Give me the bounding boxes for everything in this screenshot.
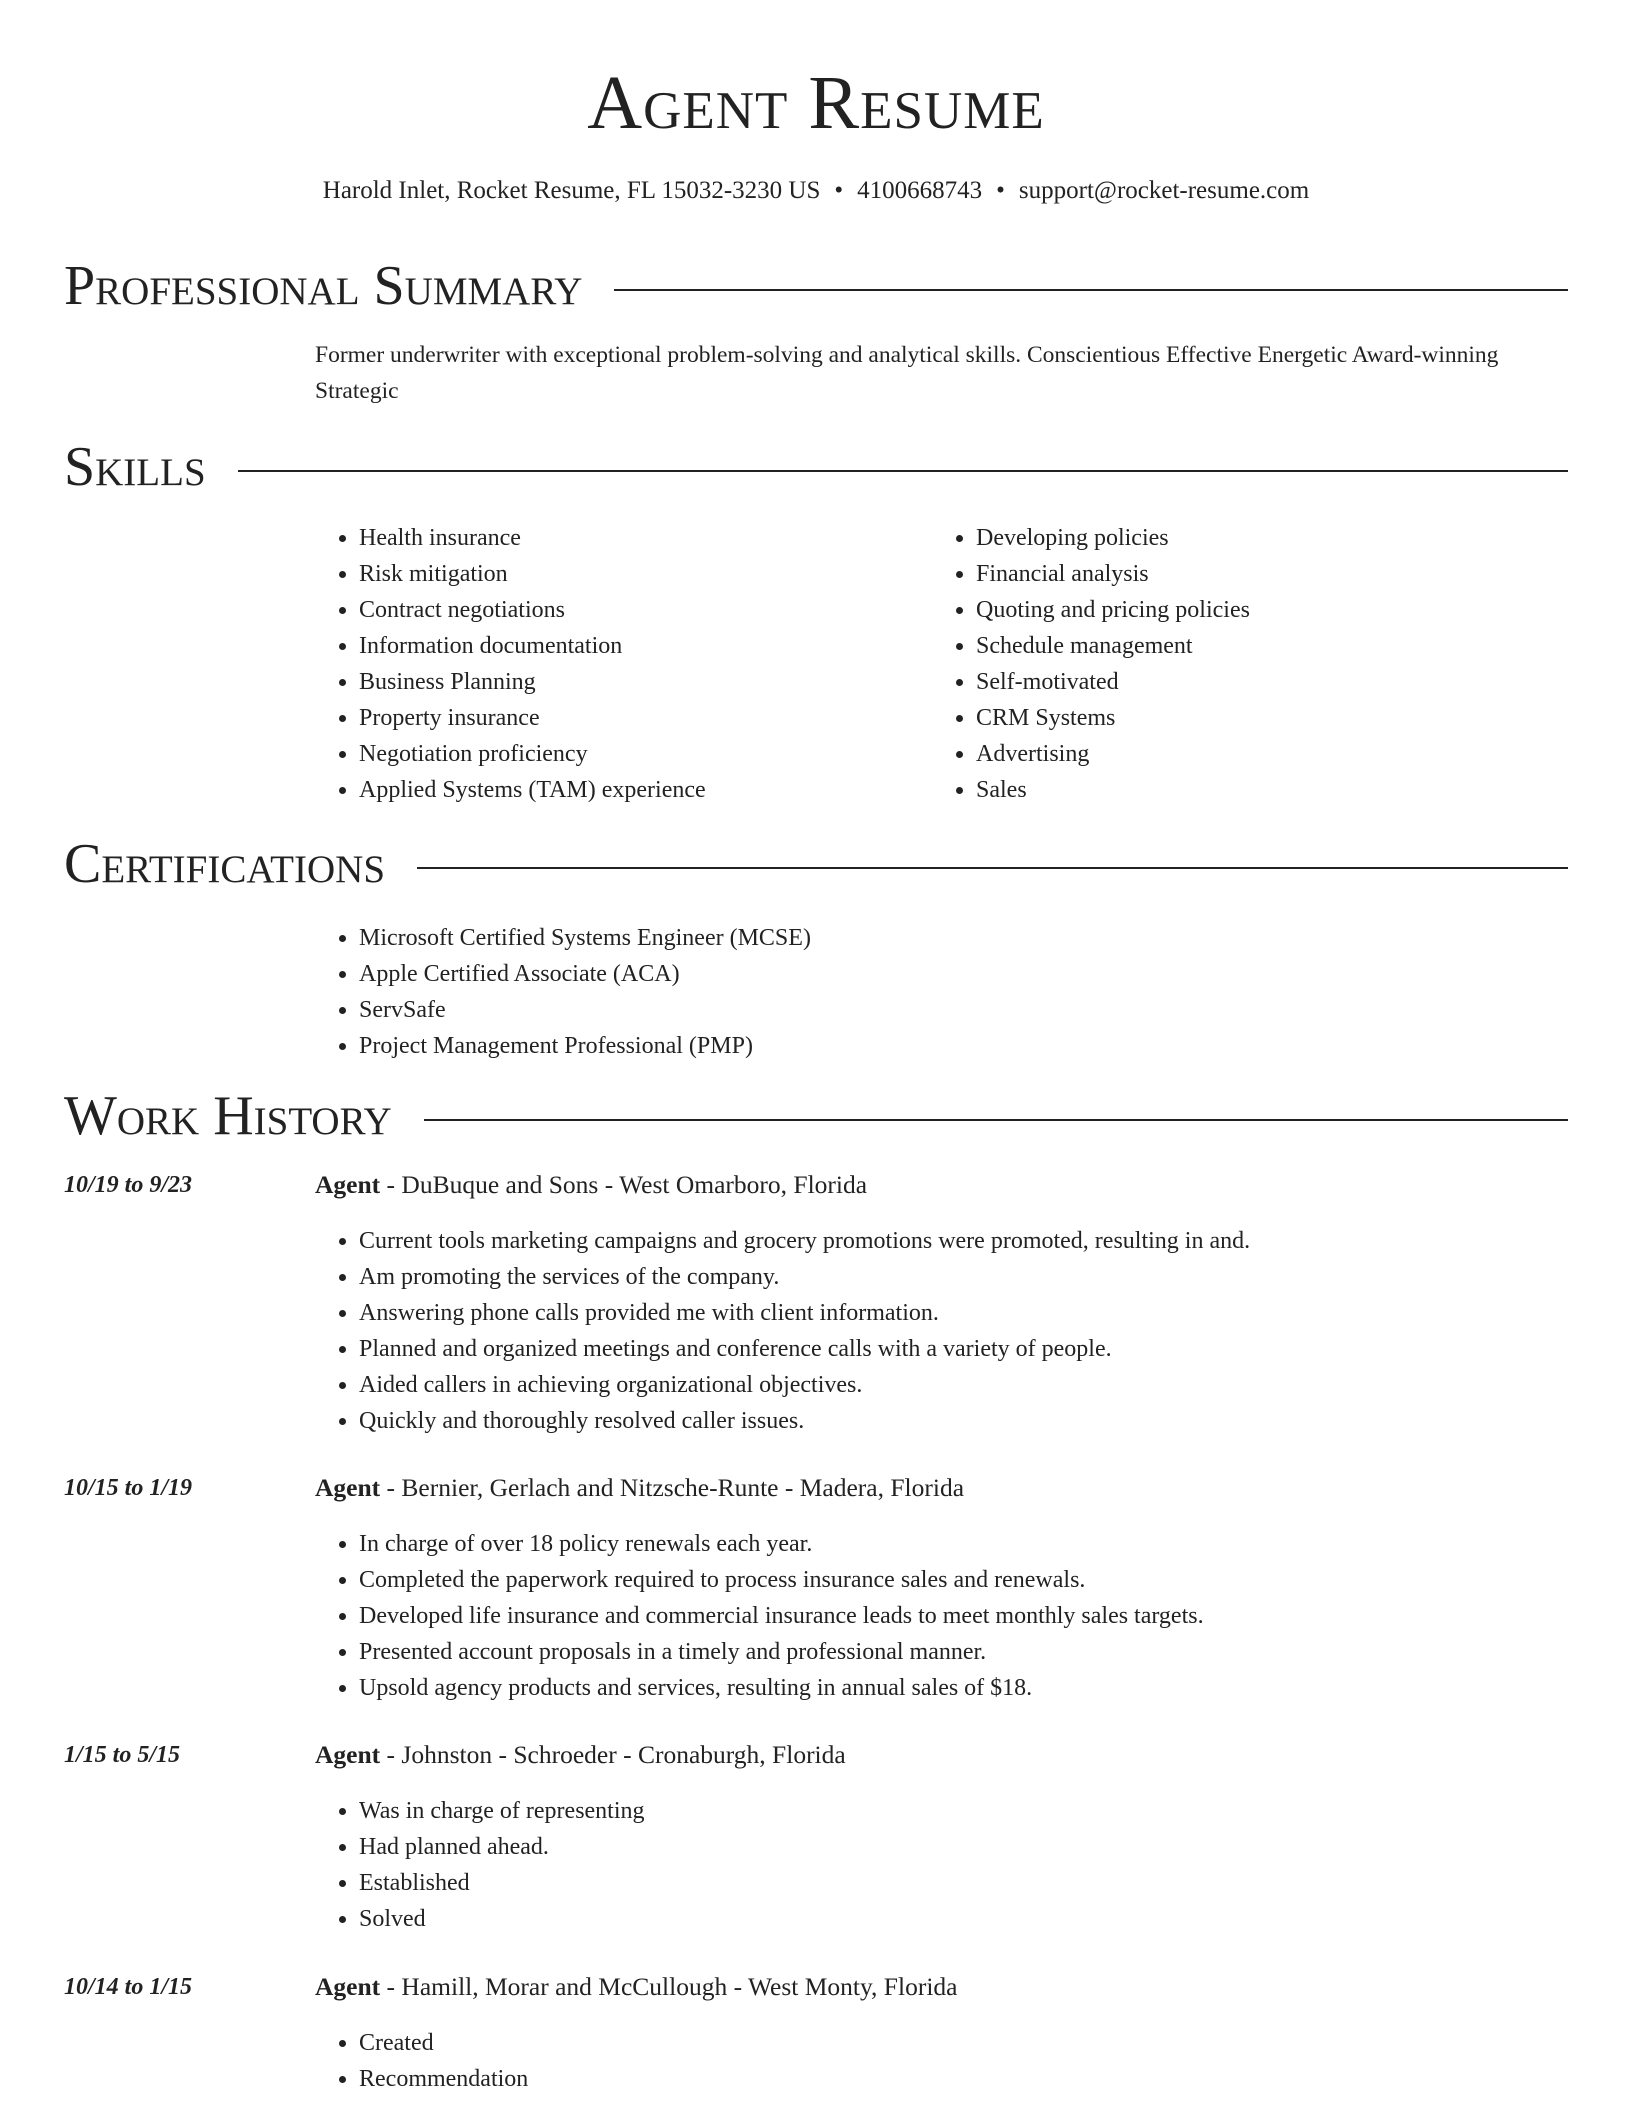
skill-item: • Business Planning <box>359 664 915 700</box>
skill-item: • Information documentation <box>359 628 915 664</box>
skill-item: • Contract negotiations <box>359 592 915 628</box>
certification-item: • Microsoft Certified Systems Engineer (MCSE) <box>359 920 1515 956</box>
job-title <box>315 1471 1545 1505</box>
skills-section-header <box>64 435 1568 499</box>
job-bullets <box>315 2025 1565 2097</box>
job-bullets <box>315 1793 1565 1937</box>
resume-title: Agent Resume <box>587 61 1045 145</box>
work-history-heading: Work History <box>64 1085 392 1147</box>
section-divider <box>238 470 1568 472</box>
job-employer: - Bernier, Gerlach and Nitzsche-Runte - Madera, Florida <box>380 1473 965 1502</box>
job-bullet: • Developed life insurance and commercial insurance leads to meet monthly sales targets. <box>359 1598 1565 1634</box>
summary-section-header <box>64 254 1568 318</box>
section-divider <box>614 289 1568 291</box>
job-dates: 10/14 to 1/15 <box>64 1974 193 2000</box>
job-bullet: • Presented account proposals in a timely and professional manner. <box>359 1634 1565 1670</box>
job-employer: - Hamill, Morar and McCullough - West Monty, Florida <box>380 1972 958 2001</box>
skills-heading: Skills <box>64 436 206 498</box>
job-bullet: • Had planned ahead. <box>359 1829 1565 1865</box>
skill-item: • Self-motivated <box>976 664 1532 700</box>
contact-separator: • <box>834 177 844 204</box>
section-divider <box>417 867 1568 869</box>
job-bullet: • Planned and organized meetings and conference calls with a variety of people. <box>359 1331 1565 1367</box>
job-role: Agent <box>315 1170 381 1199</box>
job-bullet: • Quickly and thoroughly resolved caller issues. <box>359 1403 1565 1439</box>
skills-column-right <box>932 520 1532 808</box>
skill-item: • Developing policies <box>976 520 1532 556</box>
job-dates: 10/15 to 1/19 <box>64 1475 193 1501</box>
job-bullet: • In charge of over 18 policy renewals each year. <box>359 1526 1565 1562</box>
skill-item: • Property insurance <box>359 700 915 736</box>
skill-item: • Advertising <box>976 736 1532 772</box>
job-title <box>315 1168 1545 1202</box>
certification-item: • ServSafe <box>359 992 1515 1028</box>
skill-item: • Applied Systems (TAM) experience <box>359 772 915 808</box>
job-bullet: • Aided callers in achieving organizational objectives. <box>359 1367 1565 1403</box>
contact-phone: 4100668743 <box>857 177 983 204</box>
job-bullet: • Created <box>359 2025 1565 2061</box>
skill-item: • Sales <box>976 772 1532 808</box>
job-employer: - DuBuque and Sons - West Omarboro, Florida <box>380 1170 868 1199</box>
skill-item: • Schedule management <box>976 628 1532 664</box>
job-bullets <box>315 1526 1565 1706</box>
section-divider <box>424 1119 1568 1121</box>
contact-address: Harold Inlet, Rocket Resume, FL 15032-3230 US <box>322 177 821 204</box>
job-employer: - Johnston - Schroeder - Cronaburgh, Florida <box>380 1740 846 1769</box>
skill-item: • Health insurance <box>359 520 915 556</box>
certification-item: • Project Management Professional (PMP) <box>359 1028 1515 1064</box>
skill-item: • Risk mitigation <box>359 556 915 592</box>
certifications-section-header <box>64 832 1568 896</box>
job-dates: 1/15 to 5/15 <box>64 1742 181 1768</box>
contact-separator: • <box>996 177 1005 204</box>
job-title <box>315 1738 1545 1772</box>
job-bullet: • Completed the paperwork required to process insurance sales and renewals. <box>359 1562 1565 1598</box>
contact-line <box>0 174 1632 208</box>
certifications-list <box>315 920 1515 1064</box>
summary-text: Former underwriter with exceptional problem-solving and analytical skills. Conscientious Effective Energetic Award-winning Strategic <box>315 342 1499 404</box>
job-bullet: • Current tools marketing campaigns and grocery promotions were promoted, resulting in and. <box>359 1223 1565 1259</box>
job-bullet: • Am promoting the services of the company. <box>359 1259 1565 1295</box>
skill-item: • Financial analysis <box>976 556 1532 592</box>
job-role: Agent <box>315 1473 381 1502</box>
job-dates: 10/19 to 9/23 <box>64 1172 193 1198</box>
skill-item: • Negotiation proficiency <box>359 736 915 772</box>
job-role: Agent <box>315 1740 381 1769</box>
contact-email: support@rocket-resume.com <box>1018 177 1310 204</box>
job-title <box>315 1970 1545 2004</box>
certification-item: • Apple Certified Associate (ACA) <box>359 956 1515 992</box>
summary-heading: Professional Summary <box>64 255 583 317</box>
job-bullet: • Upsold agency products and services, resulting in annual sales of $18. <box>359 1670 1565 1706</box>
job-bullet: • Solved <box>359 1901 1565 1937</box>
job-bullet: • Established <box>359 1865 1565 1901</box>
job-role: Agent <box>315 1972 381 2001</box>
skill-item: • CRM Systems <box>976 700 1532 736</box>
job-bullet: • Recommendation <box>359 2061 1565 2097</box>
certifications-heading: Certifications <box>64 833 386 895</box>
job-bullet: • Was in charge of representing <box>359 1793 1565 1829</box>
skill-item: • Quoting and pricing policies <box>976 592 1532 628</box>
skills-column-left <box>315 520 915 808</box>
job-bullet: • Answering phone calls provided me with client information. <box>359 1295 1565 1331</box>
work-history-section-header <box>64 1084 1568 1148</box>
job-bullets <box>315 1223 1565 1439</box>
